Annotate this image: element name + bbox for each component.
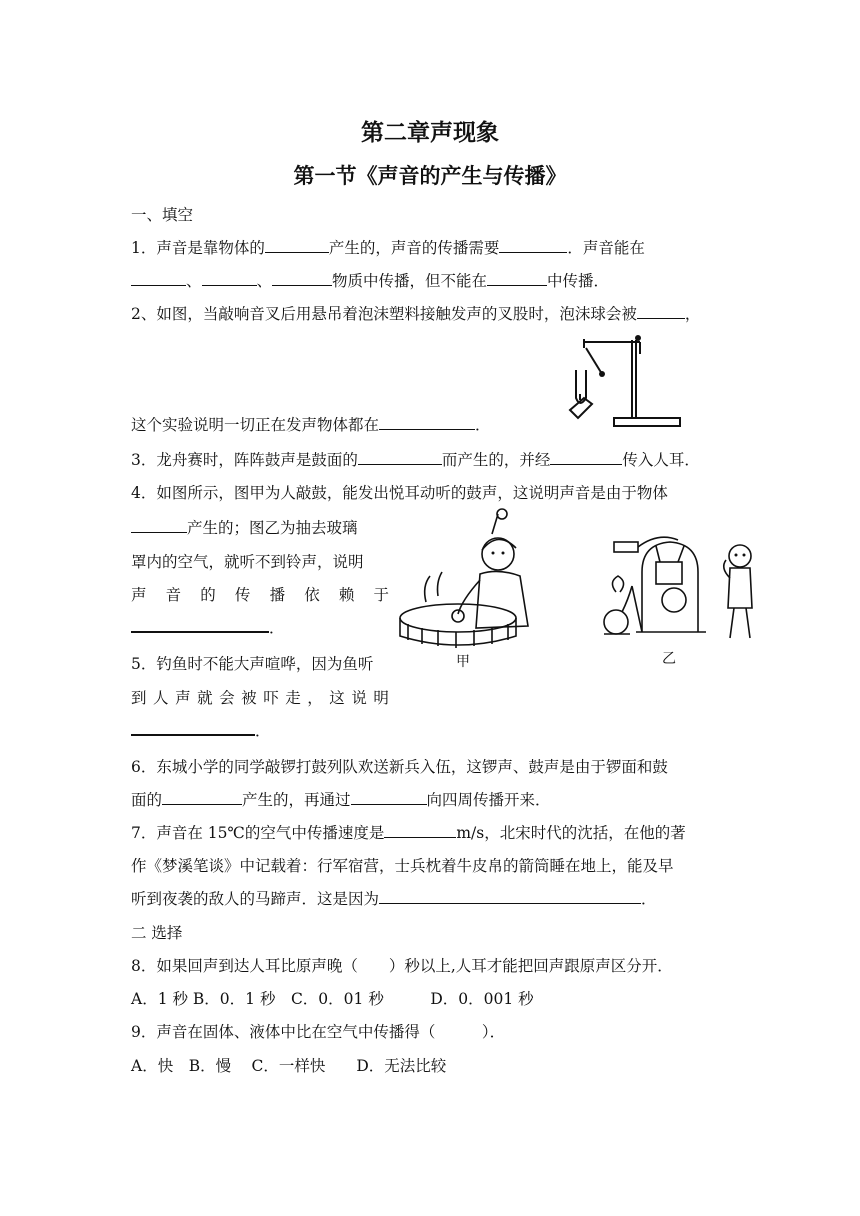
tuning-fork-apparatus-illustration — [562, 334, 682, 434]
question-7-line-3: 听到夜袭的敌人的马蹄声．这是因为 ． — [131, 890, 657, 908]
question-1-line-1: 1．声音是靠物体的 产生的，声音的传播需要 ．声音能在 — [131, 239, 645, 257]
question-8-options[interactable]: A．1 秒 B．0．1 秒 C．0．01 秒 D．0．001 秒 — [131, 990, 534, 1008]
bell-jar-illustration — [598, 522, 768, 652]
blank[interactable] — [379, 889, 641, 904]
blank[interactable] — [358, 450, 442, 465]
chapter-title: 第二章声现象 — [361, 119, 499, 146]
blank[interactable] — [272, 271, 332, 286]
blank[interactable] — [131, 617, 269, 633]
section-title: 第一节《声音的产生与传播》 — [293, 163, 567, 188]
question-6-line-1: 6．东城小学的同学敲锣打鼓列队欢送新兵入伍，这锣声、鼓声是由于锣面和鼓 — [131, 758, 668, 776]
blank[interactable] — [379, 415, 475, 430]
figure-caption-yi: 乙 — [662, 651, 676, 667]
blank[interactable] — [550, 450, 622, 465]
drum-illustration — [398, 506, 548, 656]
part2-heading: 二 选择 — [131, 924, 183, 942]
question-2-line-1: 2、如图，当敲响音叉后用悬吊着泡沫塑料接触发声的叉股时，泡沫球会被 ， — [131, 305, 701, 323]
question-1-line-2: 、 、 物质中传播，但不能在 中传播． — [131, 271, 609, 291]
question-7-line-2: 作《梦溪笔谈》中记载着：行军宿营，士兵枕着牛皮帛的箭筒睡在地上，能及早 — [131, 857, 674, 875]
blank[interactable] — [351, 790, 427, 805]
blank[interactable] — [487, 271, 547, 286]
blank[interactable] — [499, 238, 567, 253]
question-7-line-1: 7．声音在 15℃的空气中传播速度是 m/s，北宋时代的沈括，在他的著 — [131, 824, 686, 842]
blank[interactable] — [131, 720, 255, 736]
question-9-stem: 9．声音在固体、液体中比在空气中传播得（ ）． — [131, 1023, 506, 1041]
blank[interactable] — [131, 271, 186, 286]
question-5-line-2: 到 人 声 就 会 被 吓 走 ， 这 说 明 — [131, 689, 389, 707]
question-8-stem: 8．如果回声到达人耳比原声晚（ ）秒以上,人耳才能把回声跟原声区分开． — [131, 957, 673, 975]
part1-heading: 一、填空 — [131, 206, 194, 224]
blank[interactable] — [637, 304, 685, 319]
question-4-line-4: 声 音 的 传 播 依 赖 于 — [131, 586, 389, 604]
question-4-line-5: ． — [131, 617, 285, 638]
question-4-line-2: 产生的；图乙为抽去玻璃 — [131, 518, 358, 538]
question-5-line-3: ． — [131, 720, 271, 741]
question-4-line-3: 罩内的空气，就听不到铃声，说明 — [131, 553, 364, 571]
question-2-line-2: 这个实验说明一切正在发声物体都在 ． — [131, 416, 491, 434]
blank[interactable] — [162, 790, 242, 805]
blank[interactable] — [384, 823, 456, 838]
blank[interactable] — [131, 518, 187, 533]
figure-caption-jia: 甲 — [456, 654, 470, 670]
blank[interactable] — [265, 238, 329, 253]
question-6-line-2: 面的 产生的，再通过 向四周传播开来． — [131, 791, 551, 809]
question-5-line-1: 5．钓鱼时不能大声喧哗，因为鱼听 — [131, 655, 374, 673]
blank[interactable] — [202, 271, 257, 286]
question-9-options[interactable]: A．快 B．慢 C．一样快 D．无法比较 — [131, 1057, 447, 1075]
question-4-line-1: 4．如图所示，图甲为人敲鼓，能发出悦耳动听的鼓声，这说明声音是由于物体 — [131, 484, 668, 502]
question-3: 3．龙舟赛时，阵阵鼓声是鼓面的 而产生的，并经 传入人耳． — [131, 451, 700, 469]
